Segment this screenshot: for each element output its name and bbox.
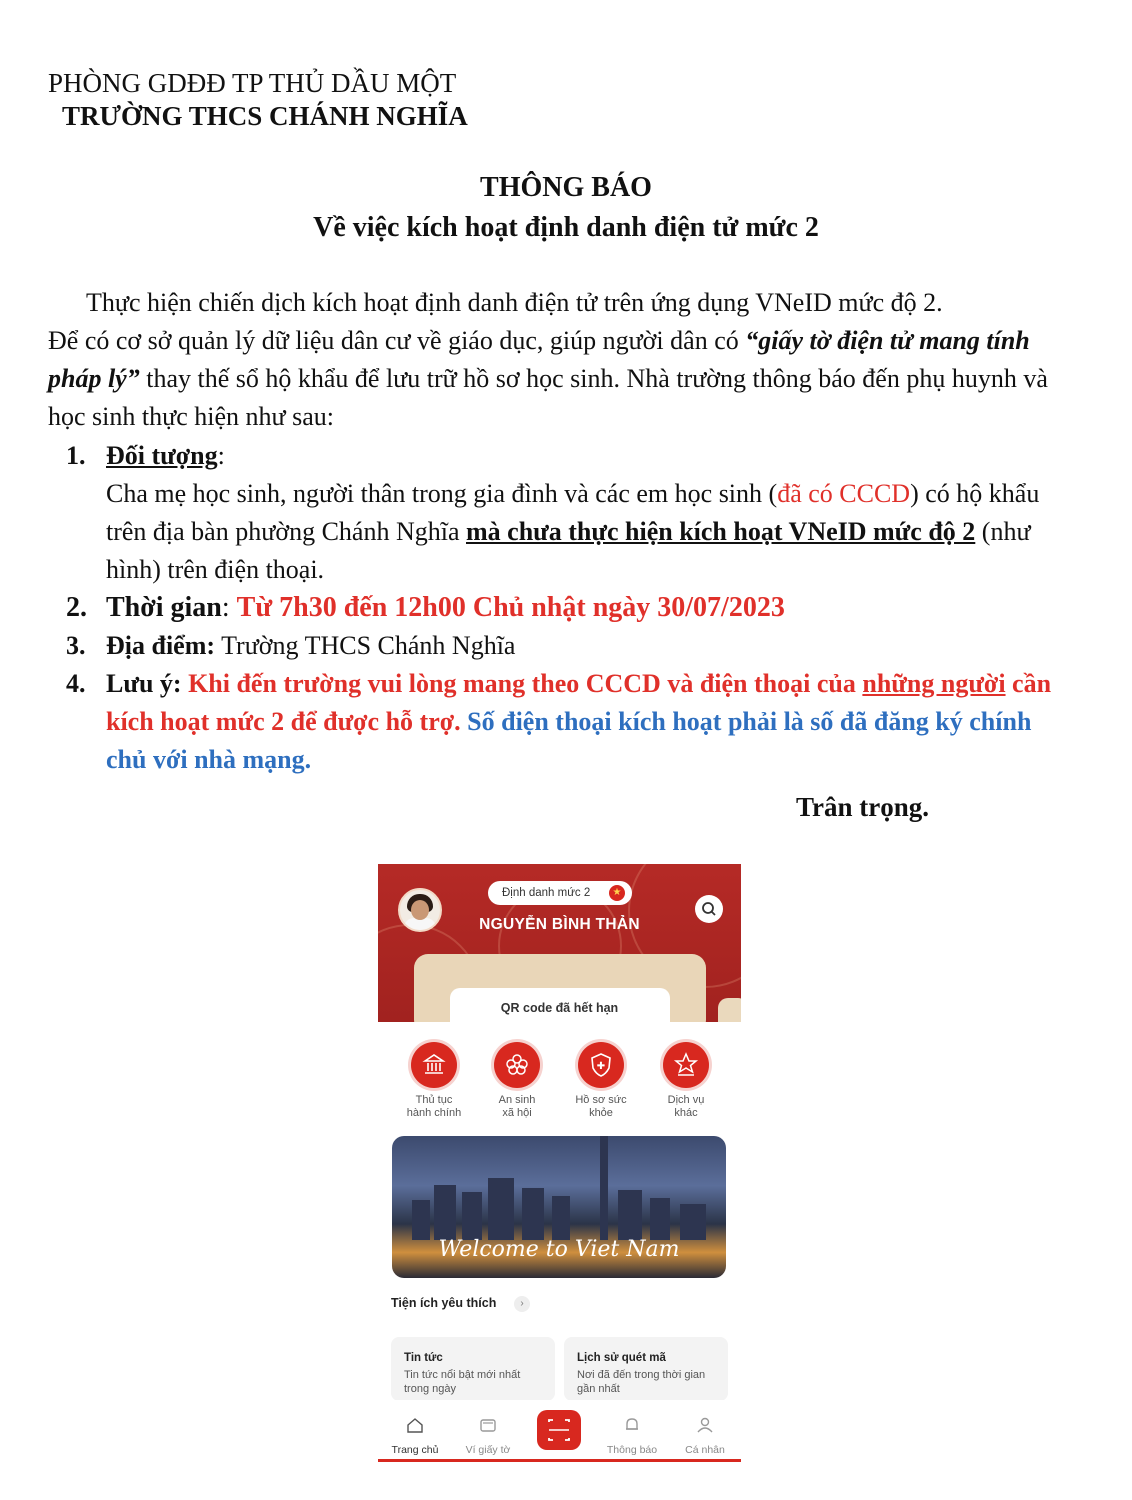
target-text-2: ) có hộ khẩu trên địa bàn phường Chánh Nghĩa xyxy=(106,479,1040,546)
user-name: NGUYỄN BÌNH THẢN xyxy=(479,916,640,933)
service-label-1: An sinh xyxy=(498,1094,536,1106)
notice-subtitle: Về việc kích hoạt định danh điện tử mức 2 xyxy=(313,212,819,243)
service-label-1: Dịch vụ xyxy=(667,1094,705,1106)
level-badge xyxy=(488,881,632,905)
intro-line-1: Thực hiện chiến dịch kích hoạt định danh điện tử trên ứng dụng VNeID mức độ 2. xyxy=(86,288,943,317)
qr-status: QR code đã hết hạn xyxy=(500,1001,619,1015)
intro-paragraph xyxy=(48,284,1068,436)
intro-text-b: thay thế sổ hộ khẩu để lưu trữ hồ sơ học sinh. Nhà trường thông báo đến phụ huynh và học sinh thực hiện như sau: xyxy=(48,364,1048,431)
scan-qr-button[interactable] xyxy=(537,1410,581,1450)
banner-text: Welcome to Viet Nam xyxy=(438,1237,680,1262)
item-number: 4. xyxy=(66,669,86,698)
location-label: Địa điểm: xyxy=(106,631,216,660)
notice-title: THÔNG BÁO xyxy=(480,172,652,203)
vneid-app-screenshot xyxy=(378,864,741,1462)
service-label-2: hành chính xyxy=(406,1107,462,1119)
service-administrative[interactable] xyxy=(396,1042,472,1120)
note-red-1: Khi đến trường vui lòng mang theo CCCD và điện thoại của xyxy=(181,669,863,698)
service-label-1: Thủ tục xyxy=(415,1094,453,1106)
service-health-record[interactable] xyxy=(563,1042,639,1120)
user-icon xyxy=(696,1417,714,1433)
favorites-title: Tiện ích yêu thích xyxy=(391,1296,497,1310)
service-label-1: Hồ sơ sức xyxy=(575,1094,627,1106)
time-label: Thời gian xyxy=(106,592,222,623)
star-icon xyxy=(663,1042,709,1088)
closing-regards: Trân trọng. xyxy=(796,792,929,822)
bell-icon xyxy=(623,1417,641,1433)
wallet-icon xyxy=(479,1417,497,1433)
school-name: TRƯỜNG THCS CHÁNH NGHĨA xyxy=(62,101,468,131)
target-condition: mà chưa thực hiện kích hoạt VNeID mức độ 2 xyxy=(466,517,976,546)
department-name: PHÒNG GDĐĐ TP THỦ DẦU MỘT xyxy=(48,68,457,98)
item-number: 2. xyxy=(66,592,87,623)
nav-wallet[interactable]: Ví giấy tờ xyxy=(465,1444,511,1456)
flower-icon xyxy=(494,1042,540,1088)
chevron-right-icon[interactable]: › xyxy=(514,1296,530,1312)
target-cccd-note: đã có CCCD xyxy=(777,479,911,508)
notice-list xyxy=(66,437,1066,779)
tile-description: Nơi đã đến trong thời gian gần nhất xyxy=(577,1369,706,1395)
time-value: Từ 7h30 đến 12h00 Chủ nhật ngày 30/07/2023 xyxy=(236,592,785,623)
service-label-2: khác xyxy=(674,1107,698,1119)
svg-text:✚: ✚ xyxy=(596,1061,606,1072)
target-text-1: Cha mẹ học sinh, người thân trong gia đình và các em học sinh ( xyxy=(106,479,778,508)
health-shield-icon xyxy=(578,1042,624,1088)
target-description xyxy=(106,475,1066,589)
bank-icon xyxy=(411,1042,457,1088)
service-social-welfare[interactable] xyxy=(479,1042,555,1120)
nav-profile[interactable]: Cá nhân xyxy=(685,1444,725,1456)
nav-home[interactable]: Trang chủ xyxy=(391,1444,439,1456)
tile-scan-history[interactable] xyxy=(564,1337,728,1401)
target-colon: : xyxy=(217,441,225,470)
service-label-2: khỏe xyxy=(589,1107,613,1119)
active-indicator xyxy=(378,1459,741,1462)
qr-scan-icon xyxy=(537,1410,581,1450)
level-badge-text: Định danh mức 2 xyxy=(502,887,591,899)
intro-line-2 xyxy=(48,322,1068,436)
item-number: 1. xyxy=(66,441,86,470)
tile-title: Lịch sử quét mã xyxy=(577,1352,666,1364)
tile-title: Tin tức xyxy=(404,1352,443,1364)
target-text-3: (như hình) trên điện thoại. xyxy=(106,517,1031,584)
tile-description: Tin tức nổi bật mới nhất trong ngày xyxy=(404,1369,521,1395)
nav-notifications[interactable]: Thông báo xyxy=(606,1444,658,1456)
list-item-target xyxy=(66,437,1066,589)
tile-news[interactable] xyxy=(391,1337,555,1401)
note-blue: Số điện thoại kích hoạt phải là số đã đăng ký chính chủ với nhà mạng. xyxy=(106,707,1032,774)
star-icon: ★ xyxy=(609,885,625,901)
home-icon xyxy=(406,1417,424,1433)
target-label: Đối tượng xyxy=(106,441,218,470)
list-item-time xyxy=(66,589,1066,627)
location-value: Trường THCS Chánh Nghĩa xyxy=(215,631,516,660)
intro-emphasis: “giấy tờ điện tử mang tính pháp lý” xyxy=(48,326,1030,393)
list-item-note xyxy=(66,665,1066,779)
note-label: Lưu ý: xyxy=(106,669,182,698)
welcome-banner[interactable] xyxy=(392,1136,726,1278)
intro-text-a: Để có cơ sở quản lý dữ liệu dân cư về giáo dục, giúp người dân có xyxy=(48,326,746,355)
list-item-location xyxy=(66,627,1066,665)
time-colon: : xyxy=(221,592,237,623)
item-number: 3. xyxy=(66,631,86,660)
note-red-underlined: những người xyxy=(862,669,1006,698)
service-other[interactable] xyxy=(648,1042,724,1120)
service-label-2: xã hội xyxy=(502,1107,532,1119)
note-red-2: cần kích hoạt mức 2 để được hỗ trợ. xyxy=(106,669,1052,736)
